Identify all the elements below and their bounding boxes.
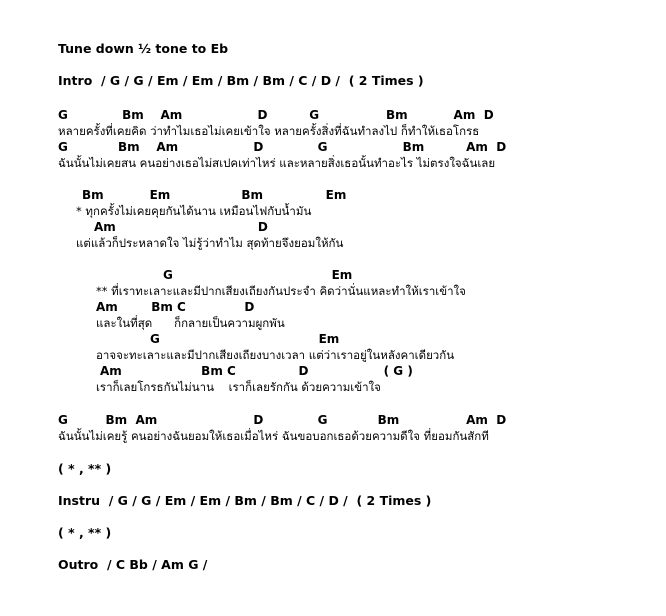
- verse2-lyric-1: ฉันนั้นไม่เคยรู้ คนอย่างฉันยอมให้เธอเมื่อไหร่ ฉันขอบอกเธอด้วยความดีใจ ที่ยอมกันสักที: [58, 429, 489, 443]
- verse2-chords-1: G Bm Am D G Bm Am D: [58, 413, 507, 427]
- chorus-lyric-4: เราก็เลยโกรธกันไม่นาน เราก็เลยรักกัน ด้วยความเข้าใจ: [96, 380, 381, 394]
- repeat-marker-2: ( * , ** ): [58, 525, 112, 540]
- verse1-lyric-2: ฉันนั้นไม่เคยสน คนอย่างเธอไม่สเปคเท่าไหร่ และหลายสิ่งเธอนั้นทำอะไร ไม่ตรงใจฉันเลย: [58, 156, 496, 170]
- chorus-chords-2: Am Bm C D: [96, 300, 255, 314]
- repeat-marker-1: ( * , ** ): [58, 461, 112, 476]
- tune-note: Tune down ½ tone to Eb: [58, 41, 229, 56]
- verse1-chords-1: G Bm Am D G Bm Am D: [58, 108, 494, 122]
- pre-chords-1: Bm Em Bm Em: [82, 188, 347, 202]
- chorus-chords-4: Am Bm C D ( G ): [100, 364, 413, 378]
- verse1-chords-2: G Bm Am D G Bm Am D: [58, 140, 507, 154]
- intro-line: Intro / G / G / Em / Em / Bm / Bm / C / D / ( 2 Times ): [58, 73, 424, 88]
- pre-lyric-2: แต่แล้วก็ประหลาดใจ ไม่รู้ว่าทำไม สุดท้ายจึงยอมให้กัน: [76, 236, 344, 250]
- chorus-lyric-3: อาจจะทะเลาะและมีปากเสียงเถียงบางเวลา แต่ว่าเราอยู่ในหลังคาเดียวกัน: [96, 348, 455, 362]
- outro-line: Outro / C Bb / Am G /: [58, 557, 208, 572]
- chorus-lyric-2: และในที่สุด ก็กลายเป็นความผูกพัน: [96, 316, 285, 330]
- chorus-lyric-1: ** ที่เราทะเลาะและมีปากเสียงเถียงกันประจำ คิดว่านั่นแหละทำให้เราเข้าใจ: [96, 284, 466, 298]
- instru-line: Instru / G / G / Em / Em / Bm / Bm / C / D / ( 2 Times ): [58, 493, 432, 508]
- chorus-chords-3: G Em: [150, 332, 340, 346]
- verse1-lyric-1: หลายครั้งที่เคยคิด ว่าทำไมเธอไม่เคยเข้าใจ หลายครั้งสิ่งที่ฉันทำลงไป ก็ทำให้เธอโกรธ: [58, 124, 480, 138]
- pre-chords-2: Am D: [94, 220, 268, 234]
- chorus-chords-1: G Em: [163, 268, 353, 282]
- pre-lyric-1: * ทุกครั้งไม่เคยคุยกันได้นาน เหมือนไฟกับน้ำมัน: [76, 204, 312, 218]
